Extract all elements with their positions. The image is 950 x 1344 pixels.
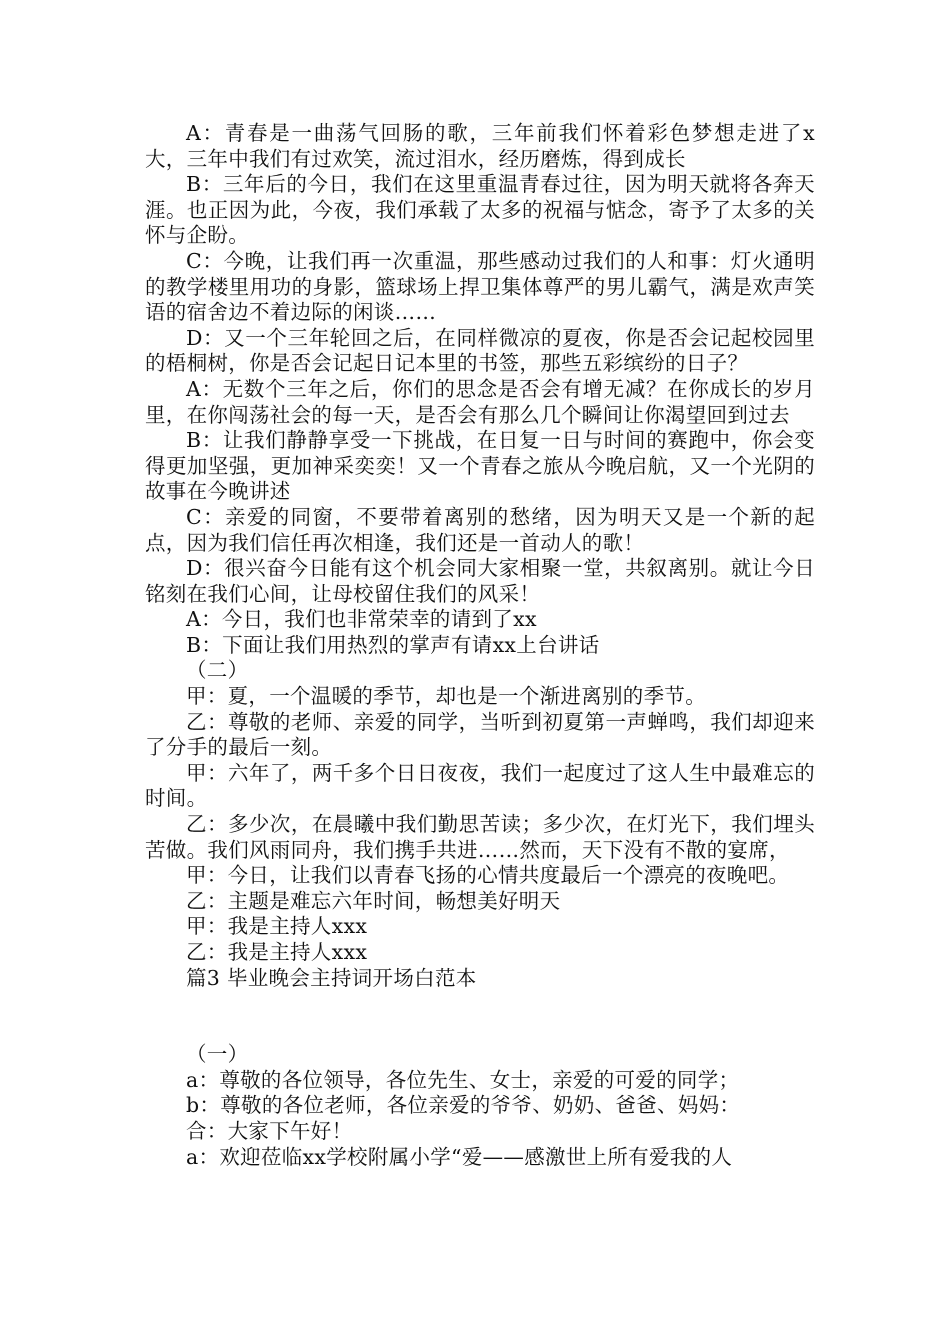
paragraph-together-greeting: 合：大家下午好！ (186, 1118, 353, 1143)
paragraph-a-welcome: a：欢迎莅临xx学校附属小学“爱——感激世上所有爱我的人 (186, 1144, 733, 1169)
paragraph-a-guest: A：今日，我们也非常荣幸的请到了xx (186, 607, 537, 632)
section-heading-two: （二） (186, 658, 249, 683)
paragraph-a-intro: A：青春是一曲荡气回肠的歌，三年前我们怀着彩色梦想走进了x大，三年中我们有过欢笑，流过泪水，经历磨炼，得到成长 (145, 121, 815, 171)
section-heading-one: （一） (186, 1042, 249, 1067)
paragraph-c-intro: C：今晚，让我们再一次重温，那些感动过我们的人和事：灯火通明的教学楼里用功的身影，篮球场上捍卫集体尊严的男儿霸气，满是欢声笑语的宿舍边不着边际的闲谈…… (145, 248, 815, 325)
paragraph-a-greeting: a：尊敬的各位领导，各位先生、女士，亲爱的可爱的同学； (186, 1067, 740, 1092)
paragraph-yi-3: 乙：主题是难忘六年时间，畅想美好明天 (186, 888, 561, 913)
blank-line (145, 991, 815, 1042)
paragraph-b-greeting: b：尊敬的各位老师，各位亲爱的爷爷、奶奶、爸爸、妈妈： (186, 1093, 741, 1118)
paragraph-yi-2: 乙：多少次，在晨曦中我们勤思苦读；多少次，在灯光下，我们埋头苦做。我们风雨同舟，我们携手共进……然而，天下没有不散的宴席， (145, 812, 815, 862)
paragraph-jia-2: 甲：六年了，两千多个日日夜夜，我们一起度过了这人生中最难忘的时间。 (145, 760, 815, 811)
paragraph-d-second: D：很兴奋今日能有这个机会同大家相聚一堂，共叙离别。就让今日铭刻在我们心间，让母校留住我们的风采！ (145, 556, 815, 606)
paragraph-jia-1: 甲：夏，一个温暖的季节，却也是一个渐进离别的季节。 (186, 684, 706, 709)
paragraph-jia-3: 甲：今日，让我们以青春飞扬的心情共度最后一个漂亮的夜晚吧。 (186, 863, 790, 888)
document-body (145, 121, 815, 1170)
chapter-title: 篇3 毕业晚会主持词开场白范本 (186, 965, 477, 990)
paragraph-b-intro: B：三年后的今日，我们在这里重温青春过往，因为明天就将各奔天涯。也正因为此，今夜，我们承载了太多的祝福与惦念，寄予了太多的关怀与企盼。 (145, 172, 815, 248)
paragraph-a-second: A：无数个三年之后，你们的思念是否会有增无减？在你成长的岁月里，在你闯荡社会的每一天，是否会有那么几个瞬间让你渴望回到过去 (145, 376, 815, 427)
paragraph-c-second: C：亲爱的同窗，不要带着离别的愁绪，因为明天又是一个新的起点，因为我们信任再次相逢，我们还是一首动人的歌！ (145, 504, 815, 555)
paragraph-b-second: B：让我们静静享受一下挑战，在日复一日与时间的赛跑中，你会变得更加坚强，更加神采奕奕！又一个青春之旅从今晚启航，又一个光阴的故事在今晚讲述 (145, 428, 815, 504)
paragraph-yi-host: 乙：我是主持人xxx (186, 940, 368, 964)
paragraph-d-intro: D：又一个三年轮回之后，在同样微凉的夏夜，你是否会记起校园里的梧桐树，你是否会记起日记本里的书签，那些五彩缤纷的日子？ (145, 325, 815, 376)
paragraph-b-guest: B：下面让我们用热烈的掌声有请xx上台讲话 (186, 632, 600, 657)
paragraph-jia-host: 甲：我是主持人xxx (186, 914, 368, 939)
paragraph-yi-1: 乙：尊敬的老师、亲爱的同学，当听到初夏第一声蝉鸣，我们却迎来了分手的最后一刻。 (145, 709, 815, 760)
